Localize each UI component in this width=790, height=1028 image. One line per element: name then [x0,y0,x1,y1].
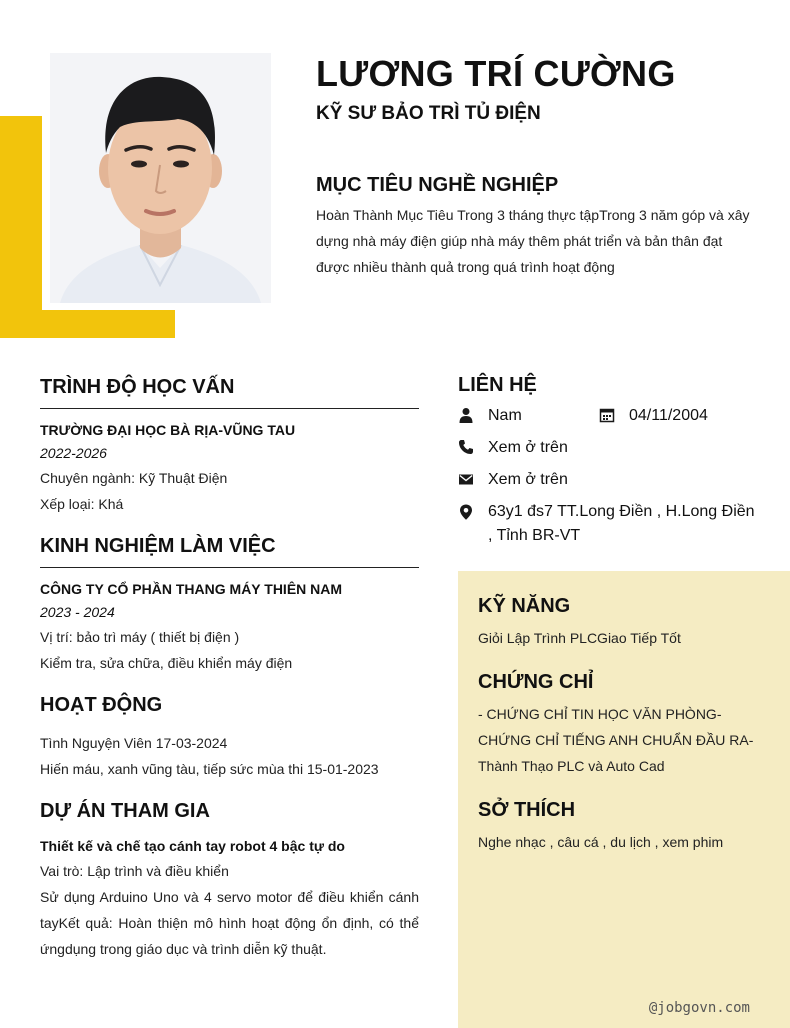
certificates-section [478,669,768,779]
contact-email-row [458,468,568,492]
experience-duty: Kiểm tra, sửa chữa, điều khiển máy điện [40,655,293,671]
project-name: Thiết kế và chế tạo cánh tay robot 4 bậc tự do [40,838,345,854]
location-pin-icon [458,504,474,520]
activity-item: Hiến máu, xanh vũng tàu, tiếp sức mùa thi 15-01-2023 [40,761,379,777]
job-title: KỸ SƯ BẢO TRÌ TỦ ĐIỆN [316,103,541,124]
profile-photo [50,53,271,303]
education-section [40,374,419,517]
education-grade: Xếp loại: Khá [40,496,124,512]
project-role: Vai trò: Lập trình và điều khiển [40,863,229,879]
skills-text: Giỏi Lập Trình PLCGiao Tiếp Tốt [478,630,681,646]
contact-address: 63y1 đs7 TT.Long Điền , H.Long Điền , Tỉnh BR-VT [488,503,755,544]
calendar-icon [599,407,615,423]
projects-section [40,798,419,962]
skills-heading: KỸ NĂNG [478,595,571,617]
education-major: Chuyên ngành: Kỹ Thuật Điện [40,470,228,486]
experience-section [40,533,419,676]
hobbies-section [478,797,768,855]
phone-icon [458,439,474,455]
project-description: Sử dụng Arduino Uno và 4 servo motor để điều khiển cánh tayKết quả: Hoàn thiện mô hình hoạt động ổn định, có thể ứngdụng trong giáo dục và trình diễn kỹ thuật. [40,889,419,957]
accent-bar-vertical [0,116,42,338]
certificates-heading: CHỨNG CHỈ [478,671,594,693]
experience-period: 2023 - 2024 [40,604,115,620]
contact-gender-row [458,404,522,428]
contact-birthdate: 04/11/2004 [629,407,708,424]
side-panel [458,571,790,1028]
candidate-name: LƯƠNG TRÍ CƯỜNG [316,53,676,94]
mail-icon [458,471,474,487]
education-heading: TRÌNH ĐỘ HỌC VẤN [40,376,235,398]
experience-position: Vị trí: bảo trì máy ( thiết bị điện ) [40,629,240,645]
hobbies-heading: SỞ THÍCH [478,799,576,821]
hobbies-text: Nghe nhạc , câu cá , du lịch , xem phim [478,834,724,850]
accent-bar-horizontal [0,310,175,338]
contact-email: Xem ở trên [488,471,568,488]
contact-gender: Nam [488,407,522,424]
watermark: @jobgovn.com [648,1000,750,1016]
contact-address-row [458,500,758,548]
activity-item: Tình Nguyện Viên 17-03-2024 [40,735,228,751]
contact-heading: LIÊN HỆ [458,374,537,396]
activities-heading: HOẠT ĐỘNG [40,694,163,716]
experience-heading: KINH NGHIỆM LÀM VIỆC [40,535,276,557]
certificates-text: - CHỨNG CHỈ TIN HỌC VĂN PHÒNG- CHỨNG CHỈ TIẾNG ANH CHUẨN ĐẦU RA- Thành Thạo PLC và Auto Cad [478,706,754,774]
education-period: 2022-2026 [40,445,107,461]
person-icon [458,407,474,423]
objective-text: Hoàn Thành Mục Tiêu Trong 3 tháng thực tậpTrong 3 năm góp và xây dựng nhà máy điện giúp nhà máy thêm phát triển và bản thân đạt được nhiều thành quả trong quá trình hoạt động [316,207,750,275]
school-name: TRƯỜNG ĐẠI HỌC BÀ RỊA-VŨNG TAU [40,422,296,438]
contact-birthdate-row [599,404,708,428]
contact-phone: Xem ở trên [488,439,568,456]
activities-section [40,692,419,782]
contact-phone-row [458,436,568,460]
projects-heading: DỰ ÁN THAM GIA [40,800,210,822]
objective-heading: MỤC TIÊU NGHỀ NGHIỆP [316,174,559,196]
company-name: CÔNG TY CỔ PHẦN THANG MÁY THIÊN NAM [40,581,343,597]
skills-section [478,593,768,651]
